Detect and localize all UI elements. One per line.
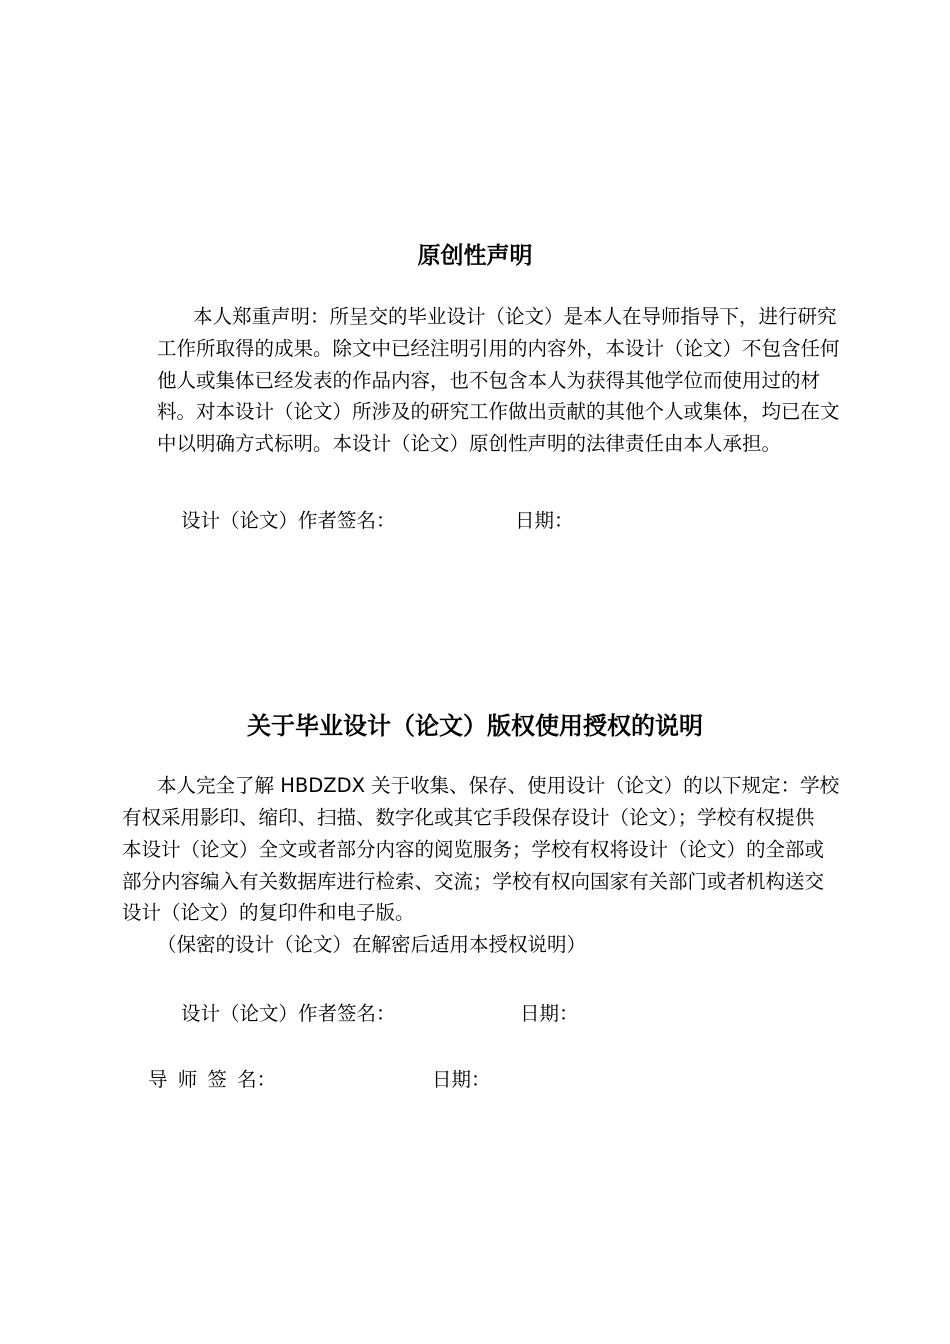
paragraph-line: 他人或集体已经发表的作品内容，也不包含本人为获得其他学位而使用过的材 [157,369,821,392]
date-label: 日期： [515,509,574,532]
author-signature-label: 设计（论文）作者签名： [181,1002,396,1025]
paragraph-line: 本设计（论文）全文或者部分内容的阅览服务；学校有权将设计（论文）的全部或 [122,838,825,861]
paragraph-line: 有权采用影印、缩印、扫描、数字化或其它手段保存设计（论文）；学校有权提供 [122,806,815,829]
declaration-title: 原创性声明 [417,243,533,269]
paragraph-line: 工作所取得的成果。除文中已经注明引用的内容外，本设计（论文）不包含任何 [157,337,840,360]
paragraph-note: （保密的设计（论文）在解密后适用本授权说明） [157,933,587,956]
advisor-date-label: 日期： [432,1068,491,1091]
author-date-label: 日期： [520,1002,579,1025]
advisor-signature-label: 导 师 签 名： [148,1068,277,1091]
paragraph-line: 本人完全了解 HBDZDX 关于收集、保存、使用设计（论文）的以下规定：学校 [157,774,840,797]
paragraph-line: 部分内容编入有关数据库进行检索、交流；学校有权向国家有关部门或者机构送交 [122,870,825,893]
author-signature-label: 设计（论文）作者签名： [181,509,396,532]
paragraph-line: 料。对本设计（论文）所涉及的研究工作做出贡献的其他个人或集体，均已在文 [157,400,840,423]
paragraph-line: 本人郑重声明：所呈交的毕业设计（论文）是本人在导师指导下，进行研究 [193,305,837,328]
paragraph-line: 中以明确方式标明。本设计（论文）原创性声明的法律责任由本人承担。 [157,432,782,455]
paragraph-line: 设计（论文）的复印件和电子版。 [122,901,415,924]
authorization-title: 关于毕业设计（论文）版权使用授权的说明 [247,712,703,740]
